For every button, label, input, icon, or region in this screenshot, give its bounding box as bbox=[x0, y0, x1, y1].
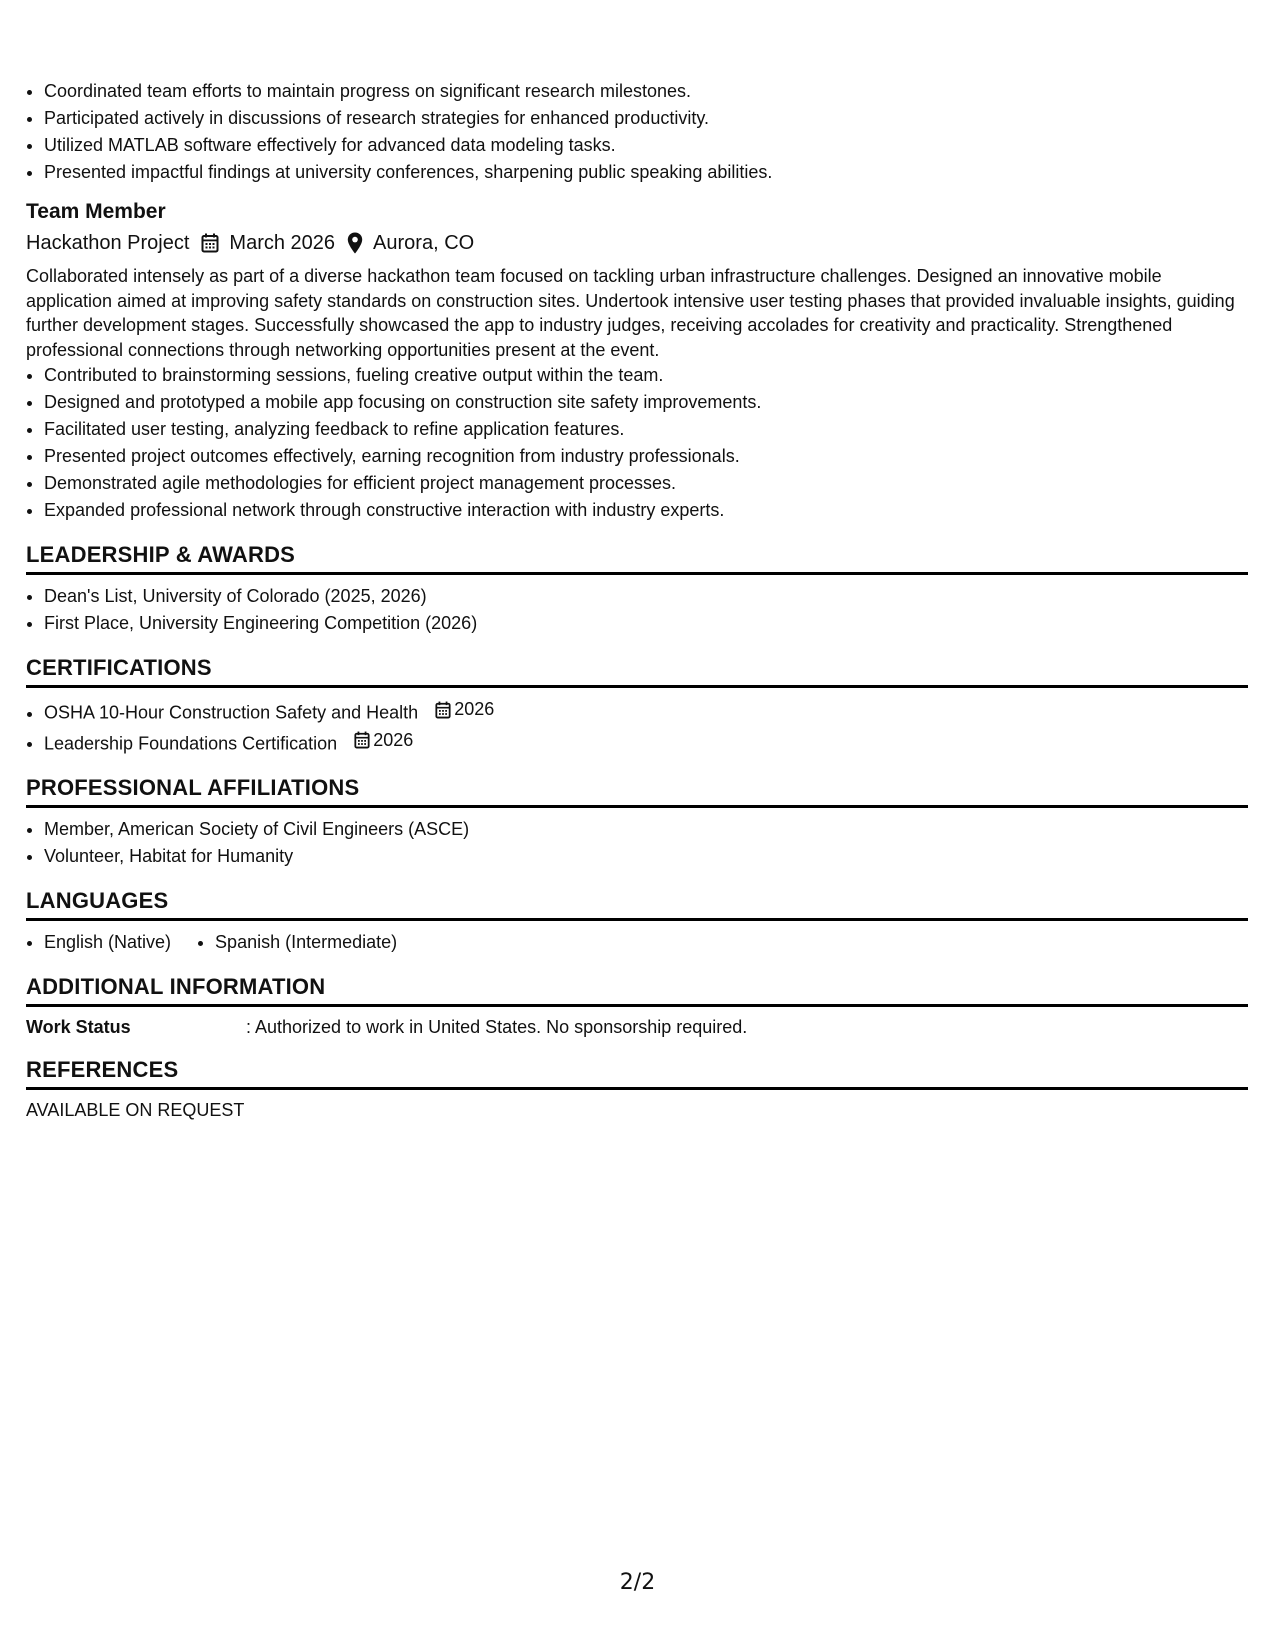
section-heading-leadership: LEADERSHIP & AWARDS bbox=[26, 540, 1248, 575]
section-heading-references: REFERENCES bbox=[26, 1055, 1248, 1090]
list-item: • Dean's List, University of Colorado (2025, 2026) bbox=[44, 583, 1248, 610]
page-number: 2/2 bbox=[619, 1570, 656, 1595]
affiliations-list bbox=[26, 816, 1248, 870]
section-heading-languages: LANGUAGES bbox=[26, 886, 1248, 921]
list-item: • Facilitated user testing, analyzing feedback to refine application features. bbox=[44, 416, 1248, 443]
certification-year: 2026 bbox=[454, 699, 495, 719]
research-bullet-list bbox=[26, 78, 1248, 186]
languages-list bbox=[26, 929, 1248, 956]
role-meta bbox=[26, 228, 1248, 258]
certification-name: Leadership Foundations Certification bbox=[44, 733, 338, 753]
certifications-list bbox=[26, 696, 1248, 757]
list-item: • Presented project outcomes effectively, earning recognition from industry professionals. bbox=[44, 443, 1248, 470]
list-item: • Demonstrated agile methodologies for efficient project management processes. bbox=[44, 470, 1248, 497]
resume-page bbox=[26, 78, 1248, 1122]
role-location: Aurora, CO bbox=[373, 232, 475, 254]
work-status-label: Work Status bbox=[26, 1017, 131, 1037]
list-item: • Utilized MATLAB software effectively for advanced data modeling tasks. bbox=[44, 132, 1248, 159]
leadership-list bbox=[26, 583, 1248, 637]
certification-date bbox=[435, 696, 494, 723]
list-item: • Designed and prototyped a mobile app focusing on construction site safety improvements. bbox=[44, 389, 1248, 416]
calendar-icon bbox=[201, 233, 219, 253]
certification-year: 2026 bbox=[373, 729, 414, 750]
list-item: • Presented impactful findings at university conferences, sharpening public speaking abilities. bbox=[44, 159, 1248, 186]
calendar-icon bbox=[354, 731, 370, 749]
list-item: • Contributed to brainstorming sessions, fueling creative output within the team. bbox=[44, 362, 1248, 389]
role-bullet-list bbox=[26, 362, 1248, 524]
certification-name: OSHA 10-Hour Construction Safety and Health bbox=[44, 702, 419, 723]
section-heading-affiliations: PROFESSIONAL AFFILIATIONS bbox=[26, 773, 1248, 808]
list-item: • Volunteer, Habitat for Humanity bbox=[44, 843, 1248, 870]
list-item bbox=[44, 727, 1248, 758]
work-status-value: : Authorized to work in United States. No sponsorship required. bbox=[246, 1017, 748, 1037]
list-item: • Member, American Society of Civil Engineers (ASCE) bbox=[44, 816, 1248, 843]
work-status-row bbox=[26, 1015, 1248, 1039]
role-organization: Hackathon Project bbox=[26, 232, 190, 254]
list-item: • English (Native) bbox=[44, 929, 171, 956]
references-text: AVAILABLE ON REQUEST bbox=[26, 1100, 245, 1120]
list-item: • Coordinated team efforts to maintain progress on significant research milestones. bbox=[44, 78, 1248, 105]
certification-date bbox=[354, 727, 413, 754]
section-heading-additional: ADDITIONAL INFORMATION bbox=[26, 972, 1248, 1007]
list-item: • Expanded professional network through constructive interaction with industry experts. bbox=[44, 497, 1248, 524]
role-date: March 2026 bbox=[229, 232, 336, 254]
list-item: • First Place, University Engineering Competition (2026) bbox=[44, 610, 1248, 637]
list-item: • Participated actively in discussions of research strategies for enhanced productivity. bbox=[44, 105, 1248, 132]
calendar-icon bbox=[435, 701, 451, 719]
list-item bbox=[44, 696, 1248, 727]
role-title: Team Member bbox=[26, 200, 166, 223]
role-description: Collaborated intensely as part of a diverse hackathon team focused on tackling urban infrastructure challenges. Designed an innovative mobile application aimed at improving safety standards on construction sites. Undertook intensive user testing phases that provided invaluable insights, guiding further development stages. Successfully showcased the app to industry judges, receiving accolades for creativity and practicality. Strengthened professional connections through networking opportunities present at the event. bbox=[26, 266, 1235, 360]
section-heading-certifications: CERTIFICATIONS bbox=[26, 653, 1248, 688]
list-item: • Spanish (Intermediate) bbox=[215, 929, 397, 956]
map-pin-icon bbox=[347, 232, 363, 254]
